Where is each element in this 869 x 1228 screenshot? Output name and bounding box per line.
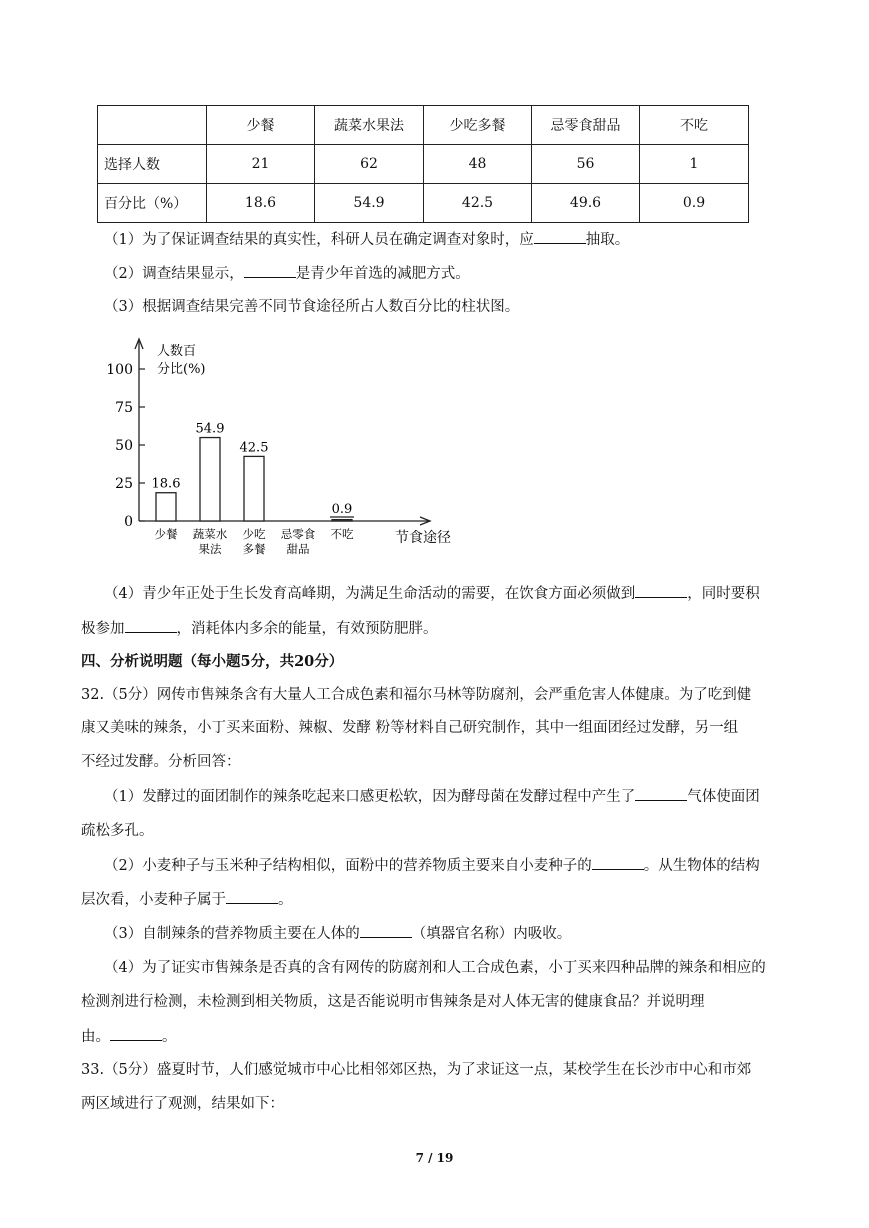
chart-xlabel: 节食途径: [395, 530, 451, 546]
q32-part2-text-b: 。从生物体的结构: [643, 858, 760, 874]
q31-part3: （3）根据调查结果完善不同节食途径所占人数百分比的柱状图。: [104, 299, 520, 315]
table-cell: 48: [424, 145, 532, 184]
answer-blank[interactable]: [360, 923, 412, 938]
table-row-label: 选择人数: [98, 145, 207, 184]
q31-part4-cont: [81, 618, 438, 639]
table-cell: 21: [207, 145, 315, 184]
answer-blank[interactable]: [125, 618, 177, 633]
chart-y-tick-label: 100: [106, 362, 133, 378]
q33-line2: 两区域进行了观测，结果如下：: [81, 1096, 284, 1112]
q32-part1-text: （1）发酵过的面团制作的辣条吃起来口感更松软，因为酵母菌在发酵过程中产生了: [104, 789, 636, 805]
chart-category-label: 少餐: [154, 527, 178, 541]
chart-y-tick-label: 25: [115, 476, 133, 492]
q33-line1: 33.（5分）盛夏时节，人们感觉城市中心比相邻郊区热，为了求证这一点，某校学生在长沙市中心和市郊: [81, 1062, 752, 1078]
q32-line2: 康又美味的辣条，小丁买来面粉、辣椒、发酵 粉等材料自己研究制作，其中一组面团经过发酵，另一组: [81, 720, 739, 736]
chart-y-tick-label: 75: [115, 400, 133, 416]
q31-part1-text-end: 抽取。: [585, 232, 630, 248]
q32-part2: [104, 855, 760, 876]
diet-method-bar-chart: [95, 335, 485, 555]
q32-part4-text-d: 。: [162, 1029, 177, 1045]
q32-line3: 不经过发酵。分析回答：: [81, 754, 241, 770]
chart-category-label: 蔬菜水: [192, 527, 228, 541]
survey-table: [97, 105, 749, 223]
chart-ylabel-line2: 分比(%): [157, 362, 206, 377]
answer-blank[interactable]: [226, 889, 278, 904]
page-number: 7 / 19: [415, 1151, 454, 1165]
q32-part2-text-c: 层次看，小麦种子属于: [81, 892, 226, 908]
table-cell: 56: [532, 145, 640, 184]
q32-part1: [104, 786, 760, 807]
q31-part4: [104, 583, 760, 604]
chart-category-label: 少吃: [242, 527, 266, 541]
chart-y-tick-label: 50: [115, 438, 133, 454]
q32-part4-line2: 检测剂进行检测，未检测到相关物质，这是否能说明市售辣条是对人体无害的健康食品？并说明理: [81, 994, 705, 1010]
chart-category-label: 甜品: [286, 542, 310, 555]
q32-part3: [104, 923, 571, 944]
chart-data-label: 42.5: [239, 440, 269, 456]
table-header-row: [98, 106, 749, 145]
q32-part2-cont: [81, 889, 293, 910]
chart-bar: [332, 520, 352, 521]
table-cell: 42.5: [424, 184, 532, 223]
table-cell: 18.6: [207, 184, 315, 223]
table-cell: 0.9: [640, 184, 749, 223]
q31-part2-text: （2）调查结果显示，: [104, 266, 244, 282]
q32-part3-text-b: （填器官名称）内吸收。: [411, 926, 572, 942]
table-header-cell: [98, 106, 207, 145]
answer-blank[interactable]: [635, 786, 687, 801]
table-cell: 49.6: [532, 184, 640, 223]
table-header-cell: 不吃: [640, 106, 749, 145]
q31-part2-text-end: 是青少年首选的减肥方式。: [295, 266, 470, 282]
chart-bar: [244, 456, 264, 521]
q32-line1: 32.（5分）网传市售辣条含有大量人工合成色素和福尔马林等防腐剂，会严重危害人体健康。为了吃到健: [81, 687, 752, 703]
q32-part1-text-b: 气体使面团: [687, 789, 760, 805]
table-header-cell: 蔬菜水果法: [315, 106, 424, 145]
q31-part1: [104, 229, 629, 250]
chart-category-label: 不吃: [330, 527, 354, 541]
chart-bar: [156, 493, 176, 521]
answer-blank[interactable]: [635, 583, 687, 598]
table-row: [98, 145, 749, 184]
answer-blank[interactable]: [592, 855, 644, 870]
q32-part4-line3: [81, 1026, 177, 1047]
q32-part4-text-c: 由。: [81, 1029, 110, 1045]
q32-part4: （4）为了证实市售辣条是否真的含有网传的防腐剂和人工合成色素，小丁买来四种品牌的辣条和相应的: [104, 960, 766, 976]
answer-blank[interactable]: [534, 229, 586, 244]
table-row: [98, 184, 749, 223]
table-cell: 1: [640, 145, 749, 184]
chart-data-label: 0.9: [331, 502, 353, 517]
chart-ylabel-line1: 人数百: [157, 344, 197, 359]
chart-data-label: 54.9: [195, 421, 225, 437]
table-cell: 54.9: [315, 184, 424, 223]
q31-part4-text: （4）青少年正处于生长发育高峰期，为满足生命活动的需要，在饮食方面必须做到: [104, 586, 636, 602]
table-cell: 62: [315, 145, 424, 184]
section-title: 四、分析说明题（每小题5分，共20分）: [81, 653, 344, 670]
q32-part3-text: （3）自制辣条的营养物质主要在人体的: [104, 926, 360, 942]
chart-bar: [200, 438, 220, 521]
q31-part2: [104, 263, 470, 284]
q31-part4-text-d: ，消耗体内多余的能量，有效预防肥胖。: [176, 621, 438, 637]
q31-part4-text-b: ，同时要积: [687, 586, 760, 602]
q31-part1-text: （1）为了保证调查结果的真实性，科研人员在确定调查对象时，应: [104, 232, 534, 248]
table-header-cell: 忌零食甜品: [532, 106, 640, 145]
table-row-label: 百分比（%）: [98, 184, 207, 223]
q32-part1-cont: 疏松多孔。: [81, 823, 154, 839]
chart-data-label: 18.6: [151, 476, 181, 492]
table-header-cell: 少吃多餐: [424, 106, 532, 145]
chart-category-label: 忌零食: [280, 527, 316, 541]
chart-category-label: 果法: [198, 542, 222, 555]
q32-part2-text: （2）小麦种子与玉米种子结构相似，面粉中的营养物质主要来自小麦种子的: [104, 858, 592, 874]
answer-blank[interactable]: [110, 1026, 162, 1041]
answer-blank[interactable]: [244, 263, 296, 278]
chart-y-tick-label: 0: [124, 514, 133, 530]
chart-category-label: 多餐: [242, 542, 266, 555]
q31-part4-text-c: 极参加: [81, 621, 125, 637]
table-header-cell: 少餐: [207, 106, 315, 145]
q32-part2-text-d: 。: [278, 892, 293, 908]
